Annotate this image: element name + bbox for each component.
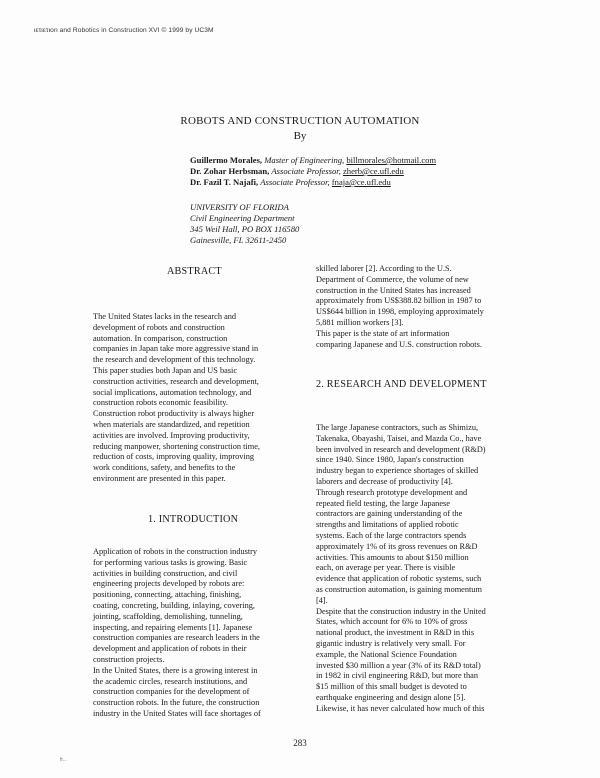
- author-name: Guillermo Morales,: [190, 155, 265, 165]
- page-number: 283: [293, 738, 307, 748]
- title-by: By: [293, 130, 307, 142]
- text-line: jointing, scaffolding, demolishing, tunneling,: [93, 611, 243, 621]
- text-line: 5,881 million workers [3].: [316, 317, 404, 327]
- text-line: Despite that the construction industry in the United: [316, 606, 486, 616]
- text-line: positioning, connecting, attaching, finishing,: [93, 590, 242, 600]
- text-line: This paper is the state of art information: [316, 328, 450, 338]
- text-line: strengths and limitations of applied robotic: [316, 520, 459, 530]
- author-email: fnaja@ce.ufl.edu: [331, 177, 391, 187]
- text-line: evidence that application of robotic systems, such: [316, 574, 482, 584]
- text-line: repeated field testing, the large Japanese: [316, 498, 450, 508]
- text-line: comparing Japanese and U.S. construction robots.: [316, 339, 482, 349]
- text-line: Department of Commerce, the volume of new: [316, 274, 469, 284]
- text-line: industry in the United States will face shortages of: [93, 708, 261, 718]
- text-line: national product, the investment in R&D in this: [316, 628, 475, 638]
- text-line: been involved in research and development (R&D): [316, 444, 486, 454]
- author-role: Master of Engineering,: [264, 155, 347, 165]
- footer-mark: fr...: [60, 757, 67, 763]
- text-line: Construction robot productivity is always higher: [93, 409, 255, 419]
- right-column-continuation: [316, 264, 484, 350]
- text-line: The United States lacks in the research and: [93, 312, 237, 321]
- section-2-heading: 2. RESEARCH AND DEVELOPMENT: [316, 379, 487, 390]
- text-line: skilled laborer [2]. According to the U.S.: [316, 264, 452, 273]
- text-line: invested $30 million a year (3% of its R&D total): [316, 660, 481, 670]
- text-line: construction activities, research and development,: [93, 376, 259, 386]
- text-line: as construction automation, is gaining momentum: [316, 584, 482, 594]
- text-line: the academic circles, research institutions, and: [93, 676, 248, 686]
- text-line: construction projects.: [93, 654, 165, 664]
- author-name: Dr. Zohar Herbsman,: [190, 166, 272, 176]
- running-header: ιετιετιon and Robotics in Construction XVI © 1999 by UC3M: [34, 27, 214, 34]
- text-line: Likewise, it has never calculated how much of this: [316, 703, 485, 713]
- text-line: development of robots and construction: [93, 322, 225, 332]
- text-line: Takenaka, Obayashi, Taisei, and Mazda Co., have: [316, 433, 482, 443]
- author-block: [190, 155, 436, 188]
- text-line: coating, concreting, building, inlaying, covering,: [93, 600, 255, 610]
- text-line: construction companies for the development of: [93, 687, 250, 697]
- text-line: for performing various tasks is growing. Basic: [93, 557, 248, 567]
- text-line: industry began to experience shortages of skilled: [316, 466, 479, 476]
- text-line: [4].: [316, 595, 328, 605]
- text-line: automation. In comparison, construction: [93, 333, 228, 343]
- abstract-body: [93, 312, 260, 485]
- text-line: inspecting, and repairing elements [1]. Japanese: [93, 622, 253, 632]
- text-line: $15 million of this small budget is devoted to: [316, 682, 467, 692]
- affiliation-line: Gainesville, FL 32611-2450: [190, 235, 287, 245]
- text-line: each, on average per year. There is visible: [316, 563, 456, 573]
- affiliation-line: Civil Engineering Department: [190, 213, 295, 223]
- text-line: the research and development of this technology.: [93, 355, 256, 365]
- text-line: States, which account for 6% to 10% of gross: [316, 617, 468, 627]
- text-line: example, the National Science Foundation: [316, 649, 457, 659]
- text-line: companies in Japan take more aggressive stand in: [93, 344, 259, 354]
- text-line: activities in building construction, and civil: [93, 568, 238, 578]
- author-role: Associate Professor,: [260, 177, 332, 187]
- text-line: earthquake engineering and design alone [5].: [316, 692, 466, 702]
- text-line: contractors are gaining understanding of the: [316, 509, 463, 519]
- text-line: gigantic industry is relatively very small. For: [316, 638, 466, 648]
- text-line: when materials are standardized, and repetition: [93, 419, 250, 429]
- text-line: engineering projects developed by robots are:: [93, 579, 245, 589]
- section-2-body: [316, 423, 486, 715]
- text-line: in 1982 in civil engineering R&D, but more than: [316, 671, 478, 681]
- text-line: construction robots economic feasibility.: [93, 398, 228, 408]
- author-email: zherb@ce.ufl.edu: [342, 166, 404, 176]
- affiliation-line: UNIVERSITY OF FLORIDA: [190, 202, 289, 212]
- text-line: construction robots. In the future, the construction: [93, 698, 260, 708]
- text-line: environment are presented in this paper.: [93, 473, 226, 483]
- text-line: development and application of robots in their: [93, 644, 247, 654]
- text-line: since 1940. Since 1980, Japan's construction: [316, 455, 464, 465]
- text-line: Through research prototype development and: [316, 487, 468, 497]
- affiliation-line: 345 Weil Hall, PO BOX 116580: [190, 224, 300, 234]
- affiliation-block: [190, 202, 299, 246]
- author-line: [190, 177, 436, 188]
- text-line: social implications, automation technology, and: [93, 387, 252, 397]
- text-line: laborers and decrease of productivity [4].: [316, 476, 453, 486]
- author-line: [190, 155, 436, 166]
- paper-title: ROBOTS AND CONSTRUCTION AUTOMATION: [180, 115, 420, 127]
- text-line: construction in the United States has increased: [316, 285, 471, 295]
- author-role: Associate Professor,: [271, 166, 343, 176]
- text-line: In the United States, there is a growing interest in: [93, 665, 258, 675]
- text-line: construction companies are research leaders in the: [93, 633, 260, 643]
- text-line: The large Japanese contractors, such as Shimizu,: [316, 423, 479, 432]
- text-line: systems. Each of the large contractors spends: [316, 530, 467, 540]
- text-line: approximately from US$388.82 billion in 1987 to: [316, 296, 482, 306]
- text-line: work conditions, safety, and benefits to the: [93, 463, 236, 473]
- author-email: billmorales@hotmail.com: [346, 155, 437, 165]
- text-line: approximately 1% of its gross revenues on R&D: [316, 541, 478, 551]
- abstract-heading: ABSTRACT: [167, 266, 222, 277]
- introduction-body: [93, 547, 261, 720]
- introduction-heading: 1. INTRODUCTION: [148, 514, 239, 525]
- text-line: Application of robots in the construction industry: [93, 547, 258, 556]
- text-line: reducing manpower, shortening construction time,: [93, 441, 260, 451]
- author-line: [190, 166, 436, 177]
- text-line: activities. This amounts to about $150 million: [316, 552, 469, 562]
- text-line: US$644 billion in 1998, employing approximately: [316, 307, 484, 317]
- text-line: activities are involved. Improving productivity,: [93, 430, 250, 440]
- text-line: reduction of costs, improving quality, improving: [93, 452, 254, 462]
- text-line: This paper studies both Japan and US basic: [93, 365, 238, 375]
- author-name: Dr. Fazil T. Najafi,: [190, 177, 261, 187]
